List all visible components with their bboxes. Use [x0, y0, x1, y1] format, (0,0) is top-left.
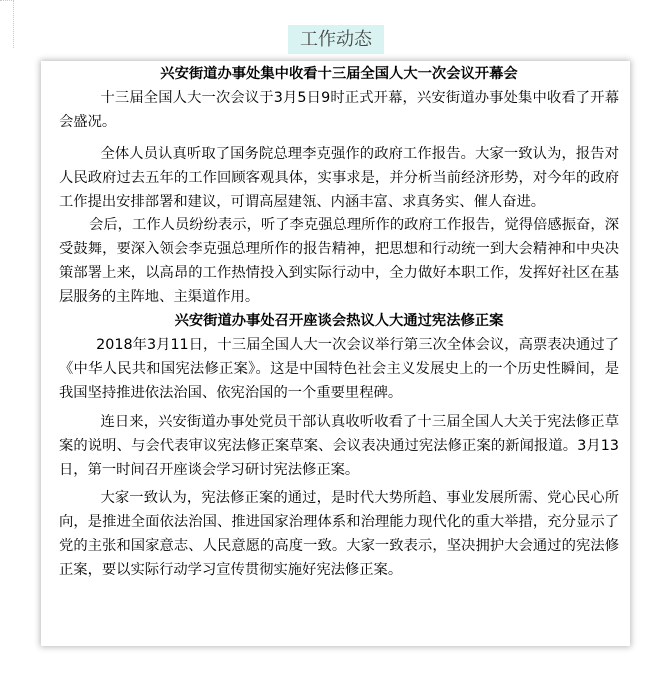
news-content — [59, 63, 619, 583]
article-1-paragraph-3: 会后，工作人员纷纷表示，听了李克强总理所作的政府工作报告，觉得倍感振奋，深受鼓舞，要深入领会李克强总理所作的报告精神，把思想和行动统一到大会精神和中央决策部署上来，以高昂的工作热情投入到实际行动中，全力做好本职工作，发挥好社区在基层服务的主阵地、主渠道作用。 — [59, 217, 619, 306]
corner-dotted-guide — [0, 0, 14, 48]
article-1-paragraph-2: 全体人员认真听取了国务院总理李克强作的政府工作报告。大家一致认为，报告对人民政府过去五年的工作回顾客观具体，实事求是，并分析当前经济形势，对今年的政府工作提出安排部署和建议，可谓高屋建瓴、内涵丰富、求真务实、催人奋进。 — [59, 145, 619, 210]
article-1-title: 兴安街道办事处集中收看十三届全国人大一次会议开幕会 — [160, 66, 518, 82]
article-2-title: 兴安街道办事处召开座谈会热议人大通过宪法修正案 — [174, 313, 504, 330]
article-2-paragraph-1: 2018年3月11日，十三届全国人大一次会议举行第三次全体会议，高票表决通过了《中华人民共和国宪法修正案》。这是中国特色社会主义发展史上的一个历史性瞬间，是我国坚持推进依法治国、依宪治国的一个重要里程碑。 — [59, 336, 619, 401]
section-title-tag: 工作动态 — [288, 25, 384, 54]
news-panel — [41, 61, 630, 646]
article-1-paragraph-1: 十三届全国人大一次会议于3月5日9时正式开幕，兴安街道办事处集中收看了开幕会盛况。 — [59, 89, 619, 130]
article-2-paragraph-2: 连日来，兴安街道办事处党员干部认真收听收看了十三届全国人大关于宪法修正草案的说明、与会代表审议宪法修正案草案、会议表决通过宪法修正案的新闻报道。3月13日，第一时间召开座谈会学习研讨宪法修正案。 — [59, 413, 619, 478]
article-2-paragraph-3: 大家一致认为，宪法修正案的通过，是时代大势所趋、事业发展所需、党心民心所向，是推进全面依法治国、推进国家治理体系和治理能力现代化的重大举措，充分显示了党的主张和国家意志、人民意愿的高度一致。大家一致表示，坚决拥护大会通过的宪法修正案，要以实际行动学习宣传贯彻实施好宪法修正案。 — [59, 490, 619, 579]
